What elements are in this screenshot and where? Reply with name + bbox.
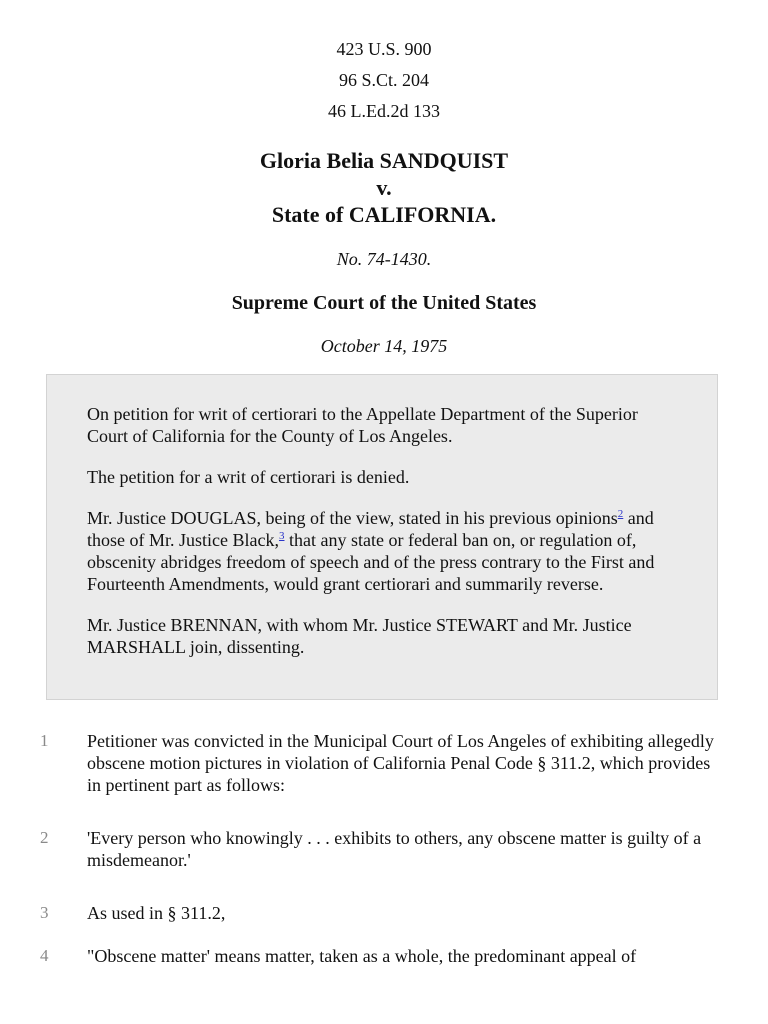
douglas-part2: and those of Mr. Justice Black, — [87, 508, 654, 550]
summary-box — [46, 374, 718, 700]
paragraph-number: 3 — [40, 903, 49, 922]
douglas-part3: that any state or federal ban on, or regulation of, obscenity abridges freedom of speech and of the press contrary to the First and Fourteenth Amendments, would grant certiorari and summarily reverse. — [87, 530, 655, 594]
citation-sct: 96 S.Ct. 204 — [338, 70, 430, 90]
brennan-text: Mr. Justice BRENNAN, with whom Mr. Justice STEWART and Mr. Justice MARSHALL join, dissenting. — [87, 615, 632, 657]
versus: v. — [376, 175, 392, 200]
paragraph-number: 2 — [40, 828, 49, 847]
douglas-part1: Mr. Justice DOUGLAS, being of the view, stated in his previous opinions — [87, 508, 618, 528]
douglas-text — [87, 507, 677, 595]
docket-number: No. 74-1430. — [336, 249, 432, 269]
paragraph — [0, 827, 768, 902]
paragraph-text: 'Every person who knowingly . . . exhibits to others, any obscene matter is guilty of a misdemeanor.' — [87, 828, 702, 870]
petition-text: On petition for writ of certiorari to the Appellate Department of the Superior Court of California for the County of Los Angeles. — [87, 404, 638, 446]
court-name: Supreme Court of the United States — [231, 292, 537, 314]
citation-us: 423 U.S. 900 — [336, 39, 432, 59]
respondent-name: State of CALIFORNIA. — [271, 202, 497, 227]
paragraph-number: 1 — [40, 731, 49, 750]
footnote-3-link[interactable]: 3 — [278, 530, 285, 542]
citations — [0, 0, 768, 127]
paragraph — [0, 902, 768, 945]
paragraph — [0, 730, 768, 827]
denied-text: The petition for a writ of certiorari is denied. — [87, 467, 410, 487]
opinion-paragraphs — [0, 730, 768, 967]
paragraph-number: 4 — [40, 946, 49, 965]
petitioner-name: Gloria Belia SANDQUIST — [259, 148, 509, 173]
citation-led: 46 L.Ed.2d 133 — [328, 101, 440, 121]
footnote-2-link[interactable]: 2 — [617, 508, 624, 520]
paragraph-text: Petitioner was convicted in the Municipal Court of Los Angeles of exhibiting allegedly obscene motion pictures in violation of California Penal Code § 311.2, which provides in pertinent part as follows: — [87, 731, 714, 795]
paragraph-text: "Obscene matter' means matter, taken as a whole, the predominant appeal of — [87, 946, 637, 966]
decision-date: October 14, 1975 — [320, 336, 448, 356]
paragraph — [0, 945, 768, 967]
paragraph-text: As used in § 311.2, — [87, 903, 226, 923]
case-title — [0, 147, 768, 228]
